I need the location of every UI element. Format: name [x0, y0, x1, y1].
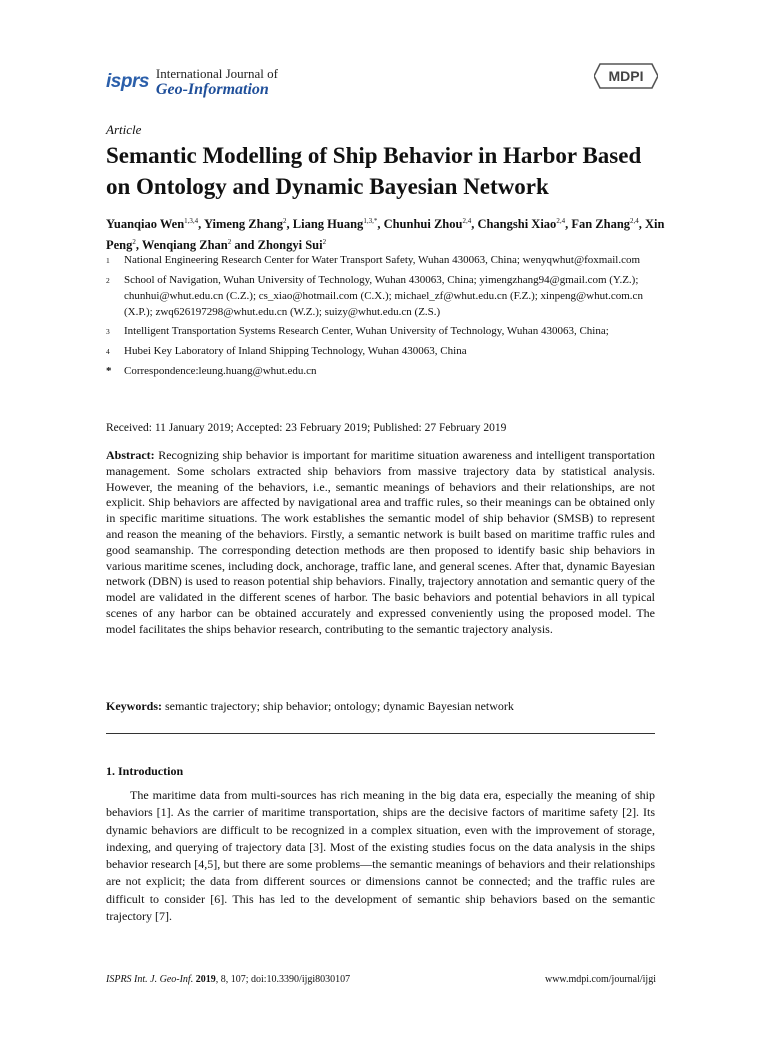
author-name: Wenqiang Zhan — [141, 238, 228, 253]
author-separator: , — [471, 217, 478, 232]
mdpi-logo — [594, 62, 658, 90]
footer-citation-rest: , 8, 107; doi:10.3390/ijgi8030107 — [215, 974, 351, 985]
author-name: Yuanqiao Wen — [106, 217, 185, 232]
author-name: Changshi Xiao — [477, 217, 557, 232]
affiliation-text: Hubei Key Laboratory of Inland Shipping Technology, Wuhan 430063, China — [124, 345, 467, 357]
author-list — [106, 212, 666, 254]
journal-title-line2: Geo-Information — [155, 81, 269, 98]
author-affiliation-marker: 2 — [283, 217, 287, 225]
abstract — [106, 448, 655, 638]
author-affiliation-marker: 1,3,4 — [184, 217, 199, 225]
isprs-logo: isprs — [106, 71, 149, 92]
footer-year: 2019 — [195, 974, 216, 985]
affiliation-item — [106, 343, 666, 360]
footer-url[interactable]: www.mdpi.com/journal/ijgi — [544, 974, 656, 985]
footer-journal-abbrev: ISPRS Int. J. Geo-Inf. — [106, 974, 194, 985]
affiliation-text: National Engineering Research Center for Water Transport Safety, Wuhan 430063, China; wenyqwhut@foxmail.com — [124, 254, 641, 266]
mdpi-logo-text: MDPI — [608, 68, 644, 84]
keywords-label: Keywords: — [106, 699, 162, 713]
author-name: Liang Huang — [292, 217, 364, 232]
author-affiliation-marker: 1,3,* — [363, 217, 378, 225]
affiliation-number: 3 — [106, 327, 110, 336]
introduction-paragraph: The maritime data from multi-sources has rich meaning in the big data era, especially the meaning of ship behaviors [1]. As the carrier of maritime transportation, ships are the decisive factors of maritime safety [2]. Its dynamic behaviors are difficult to be recognized in a complex situation, even with the improvement of storage, indexing, and querying of trajectory data [3]. Most of the existing studies focus on the data analysis in the ships behavior research [4,5], but there are some problems—the semantic meanings of behaviors and their relationships are not explicit; the data from different sources or dimensions cannot be connected; and the traffic rules are difficult to consider [6]. This has led to the development of semantic ship behaviors based on the semantic trajectory [7]. — [106, 788, 655, 924]
author-name: Xin Peng — [106, 217, 665, 253]
author-separator: , — [565, 217, 572, 232]
footer-citation — [106, 974, 350, 985]
section-heading-introduction: 1. Introduction — [106, 764, 184, 778]
affiliation-number: 1 — [106, 256, 110, 265]
author-affiliation-marker: 2 — [132, 238, 136, 247]
affiliation-item — [106, 272, 666, 320]
author-affiliation-marker: 2,4 — [556, 217, 566, 225]
author-affiliation-marker: 2,4 — [462, 217, 472, 225]
author-separator: , — [135, 238, 142, 253]
author-affiliation-marker: 2 — [227, 238, 232, 247]
author-separator: , — [377, 217, 384, 232]
affiliation-text: Correspondence:leung.huang@whut.edu.cn — [124, 365, 317, 377]
affiliation-text: School of Navigation, Wuhan University of Technology, Wuhan 430063, China; yimengzhang94@gmail.com (Y.Z.); chunhui@whut.edu.cn (C.Z.); cs_xiao@hotmail.com (C.X.); michael_zf@whut.edu.cn (F.Z.); xinpeng@whut.com.cn (X.P.); zwq626197298@whut.edu.cn (W.Z.); suizy@whut.edu.cn (Z.S.) — [124, 274, 643, 318]
author-name: Chunhui Zhou — [383, 217, 463, 232]
journal-header — [106, 66, 278, 98]
author-name: Zhongyi Sui — [257, 238, 323, 253]
affiliation-list — [106, 252, 666, 382]
author-name: Yimeng Zhang — [203, 217, 284, 232]
keywords-text: semantic trajectory; ship behavior; ontology; dynamic Bayesian network — [165, 699, 514, 713]
author-separator: and — [231, 238, 258, 253]
article-type: Article — [106, 122, 142, 137]
publication-dates: Received: 11 January 2019; Accepted: 23 February 2019; Published: 27 February 2019 — [106, 422, 507, 434]
author-name: Fan Zhang — [571, 217, 631, 232]
journal-title — [156, 66, 278, 98]
author-affiliation-marker: 2 — [322, 238, 327, 247]
affiliation-number: * — [106, 365, 112, 377]
abstract-label: Abstract: — [106, 448, 155, 462]
keywords — [106, 698, 655, 714]
author-affiliation-marker: 2,4 — [630, 217, 639, 225]
affiliation-item — [106, 323, 666, 340]
affiliation-number: 2 — [106, 276, 110, 285]
affiliation-number: 4 — [106, 347, 110, 356]
journal-title-line1: International Journal of — [155, 66, 278, 81]
author-separator: , — [286, 217, 293, 232]
affiliation-text: Intelligent Transportation Systems Research Center, Wuhan University of Technology, Wuhan 430063, China; — [124, 325, 609, 337]
author-separator: , — [198, 217, 204, 232]
author-separator: , — [638, 217, 646, 232]
section-divider — [106, 733, 655, 734]
paper-title: Semantic Modelling of Ship Behavior in Harbor Based on Ontology and Dynamic Bayesian Network — [106, 143, 642, 199]
abstract-text: Recognizing ship behavior is important for maritime situation awareness and intelligent transportation management. Some scholars extracted ship behaviors from massive trajectory data by statistical analysis. However, the meaning of the behaviors, i.e., semantic meanings of behaviors and their relationships, are not explicit. Ship behaviors are affected by navigational area and traffic rules, so their meanings can be obtained only in specific maritime situations. The work establishes the semantic model of ship behavior (SMSB) to represent and reason the meaning of the behaviors. Firstly, a semantic network is built based on maritime traffic rules and good seamanship. The corresponding detection methods are then proposed to identify basic ship behaviors in various maritime scenes, including dock, anchorage, traffic lane, and general scenes. After that, dynamic Bayesian network (DBN) is used to reason potential ship behaviors. Finally, trajectory annotation and semantic query of the model are validated in the different scenes of harbor. The basic behaviors and potential behaviors in all typical scenes of any harbor can be obtained accurately and expressed conveniently using the proposed model. The model facilitates the ships behavior research, contributing to the semantic trajectory analysis. — [106, 448, 655, 636]
affiliation-item — [106, 252, 666, 269]
affiliation-item — [106, 363, 666, 379]
